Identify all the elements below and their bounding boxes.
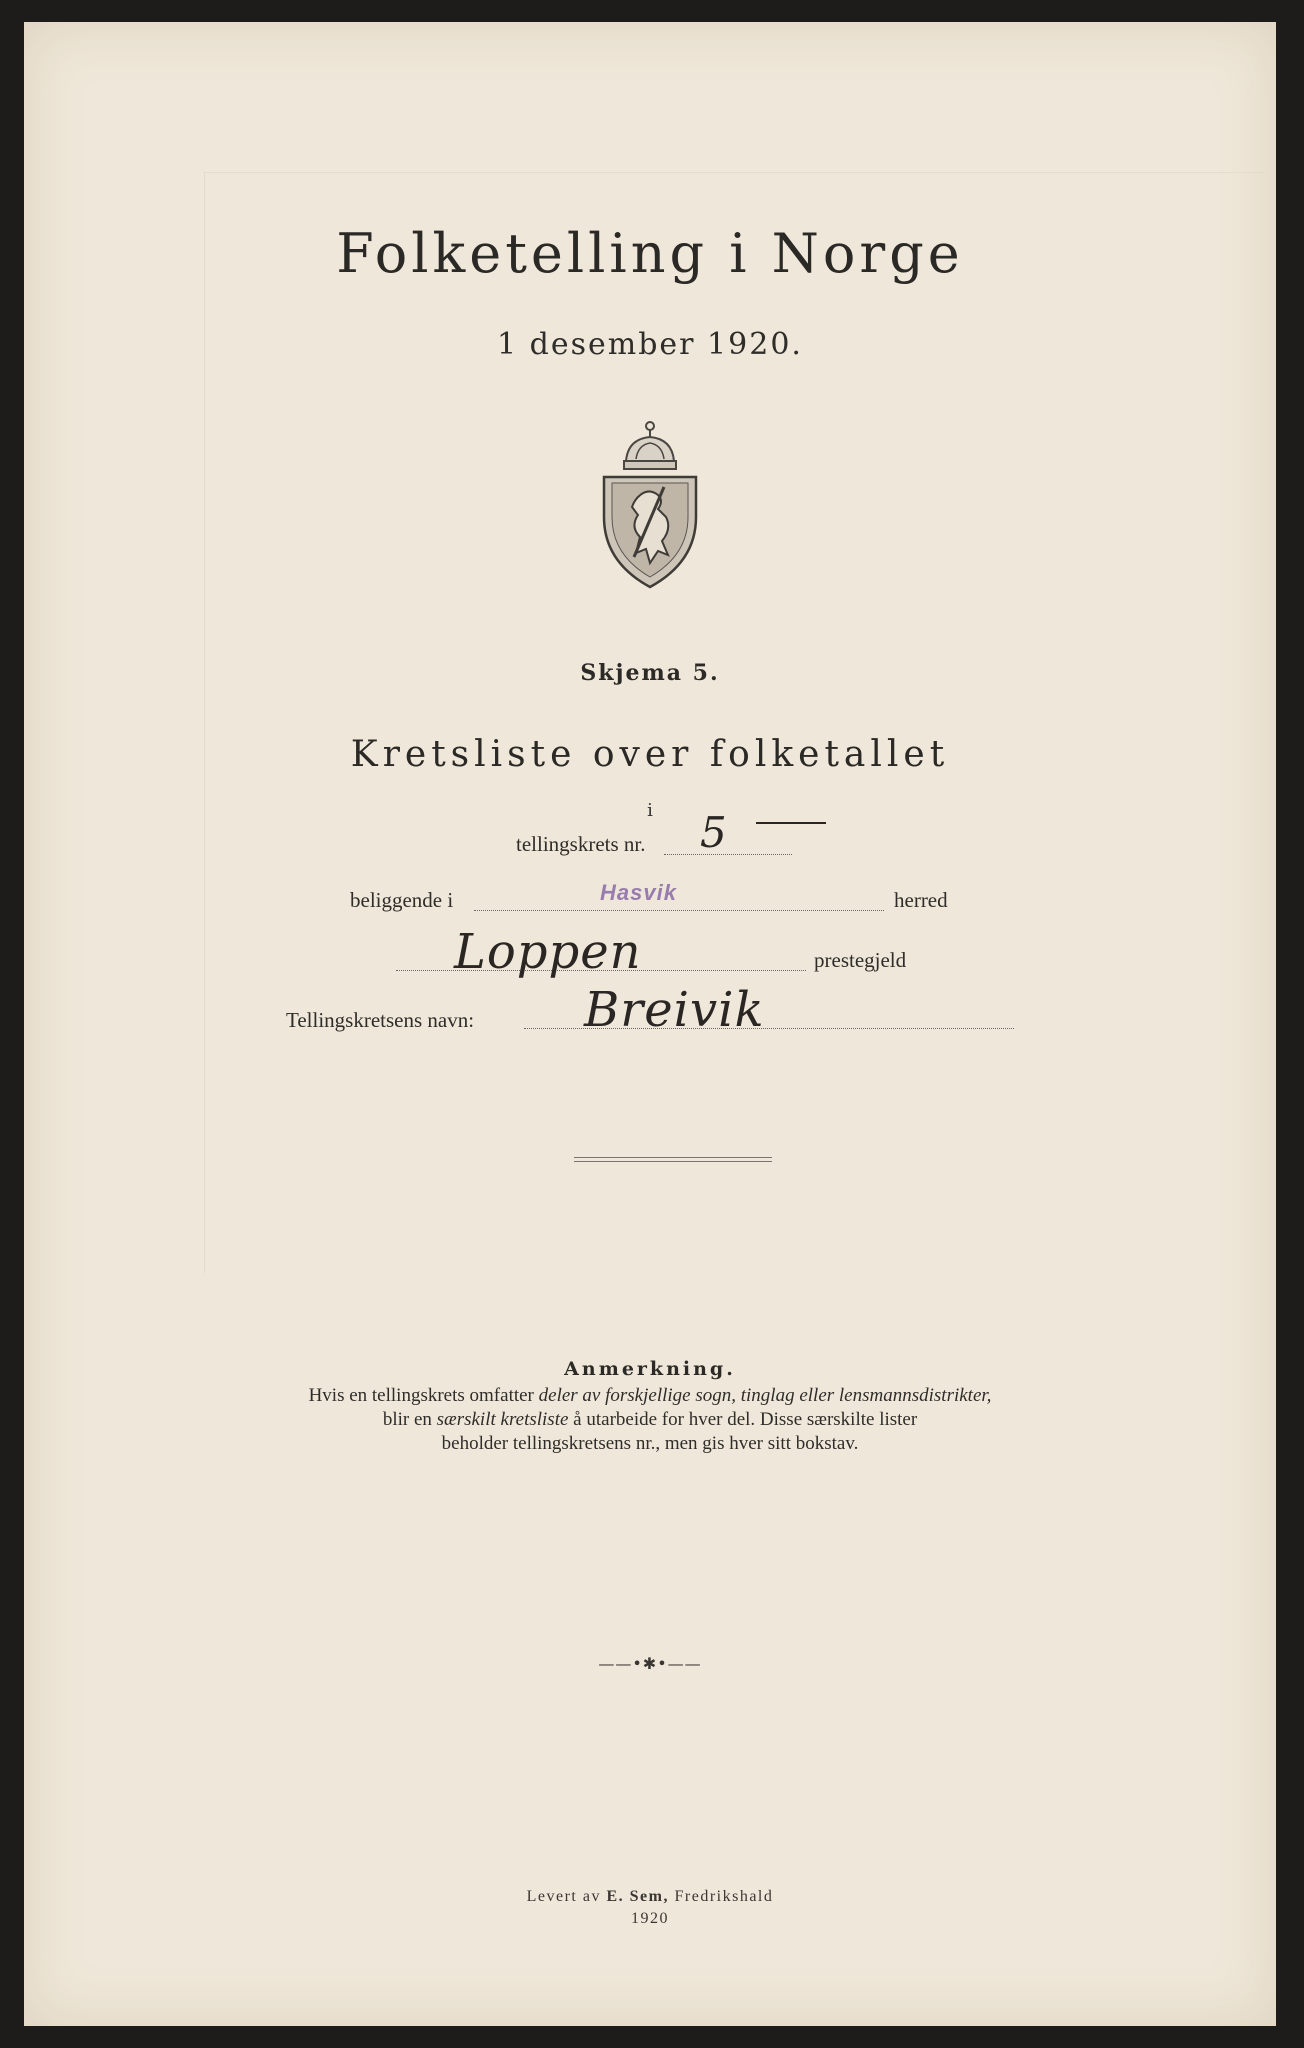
note-line-2-a: blir en: [382, 1409, 437, 1430]
prestegjeld-value: Loppen: [454, 924, 642, 980]
tellingskrets-line: [664, 854, 792, 855]
note-text: [24, 1384, 1276, 1456]
divider-rule-top: [574, 1157, 772, 1158]
herred-label: herred: [894, 888, 948, 912]
note-line-1: [24, 1384, 1276, 1408]
note-line-2: [24, 1408, 1276, 1432]
form-title: Folketelling i Norge: [336, 222, 964, 285]
census-form-page: [24, 22, 1276, 2026]
norway-coat-of-arms-icon: [598, 417, 702, 592]
note-title: Anmerkning.: [564, 1358, 736, 1380]
printer-year: 1920: [631, 1910, 669, 1927]
ornament-divider: ——•✱•——: [598, 1654, 702, 1673]
printer-prefix: Levert av: [526, 1888, 607, 1905]
note-line-3: beholder tellingskretsens nr., men gis hver sitt bokstav.: [441, 1433, 859, 1454]
form-date: 1 desember 1920.: [497, 327, 803, 362]
beliggende-stamp: Hasvik: [600, 880, 677, 905]
printer-name: E. Sem,: [606, 1888, 669, 1905]
note-line-1-a: Hvis en tellingskrets omfatter: [308, 1385, 539, 1406]
tellingskrets-value: 5: [700, 808, 727, 857]
prestegjeld-label: prestegjeld: [814, 948, 907, 972]
note-line-2-c: å utarbeide for hver del. Disse særskilte lister: [568, 1409, 918, 1430]
note-line-1-b: deler av forskjellige sogn, tinglag eller lensmannsdistrikter,: [538, 1385, 992, 1406]
connector-i: i: [647, 800, 653, 821]
beliggende-label: beliggende i: [350, 888, 454, 912]
beliggende-line: [474, 910, 884, 911]
divider-rule-bottom: [574, 1161, 772, 1162]
kretsnavn-label: Tellingskretsens navn:: [286, 1008, 475, 1032]
note-line-2-b: særskilt kretsliste: [436, 1409, 569, 1430]
form-heading: Kretsliste over folketallet: [350, 734, 950, 775]
tellingskrets-label: tellingskrets nr.: [516, 832, 646, 856]
kretsnavn-value: Breivik: [584, 982, 765, 1038]
tellingskrets-dash: [756, 822, 826, 824]
printer-line: [24, 1888, 1276, 1906]
schema-number: Skjema 5.: [580, 660, 720, 686]
printer-suffix: Fredrikshald: [668, 1888, 774, 1905]
